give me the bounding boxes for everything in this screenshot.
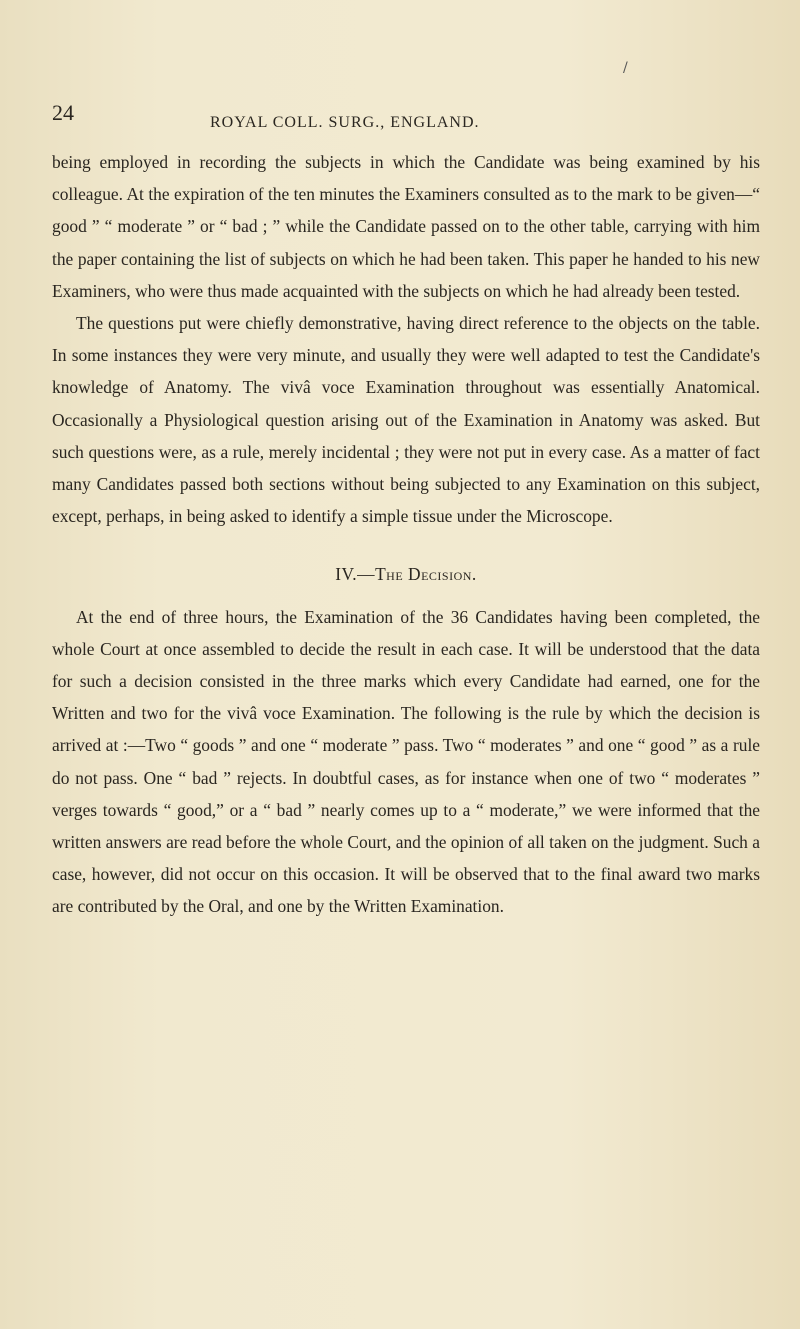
margin-mark: / <box>623 60 628 76</box>
section-heading <box>52 558 760 590</box>
paragraph-decision: At the end of three hours, the Examination of the 36 Candidates having been completed, the whole Court at once assembled to decide the result in each case. It will be understood that the data for such a decision consisted in the three marks which every Candidate had earned, one for the Written and two for the vivâ voce Examination. The following is the rule by which the decision is arrived at :—Two “ goods ” and one “ moderate ” pass. Two “ moderates ” and one “ good ” as a rule do not pass. One “ bad ” rejects. In doubtful cases, as for instance when one of two “ moderates ” verges towards “ good,” or a “ bad ” nearly comes up to a “ moderate,” we were informed that the written answers are read before the whole Court, and the opinion of all taken on the judgment. Such a case, however, did not occur on this occasion. It will be observed that to the final award two marks are contributed by the Oral, and one by the Written Examination. <box>52 606 760 917</box>
body-text <box>52 146 760 923</box>
section-title: —The Decision. <box>357 564 477 585</box>
page-number: 24 <box>52 100 74 125</box>
section-number: IV. <box>335 564 358 585</box>
paragraph-questions: The questions put were chiefly demonstrative, having direct reference to the objects on the table. In some instances they were very minute, and usually they were well adapted to test the Candidate's knowledge of Anatomy. The vivâ voce Examination throughout was essentially Anatomical. Occasionally a Physiological question arising out of the Examination in Anatomy was asked. But such questions were, as a rule, merely incidental ; they were not put in every case. As a matter of fact many Candidates passed both sections without being subjected to any Examination on this subject, except, perhaps, in being asked to identify a simple tissue under the Microscope. <box>52 313 760 527</box>
paragraph-continued: being employed in recording the subjects in which the Candidate was being examined by his colleague. At the expiration of the ten minutes the Examiners consulted as to the mark to be given—“ good ” “ moderate ” or “ bad ; ” while the Candidate passed on to the other table, carrying with him the paper containing the list of subjects on which he had been taken. This paper he handed to his new Examiners, who were thus made acquainted with the subjects on which he had already been tested. <box>52 152 760 301</box>
running-head: ROYAL COLL. SURG., ENGLAND. <box>210 114 480 131</box>
